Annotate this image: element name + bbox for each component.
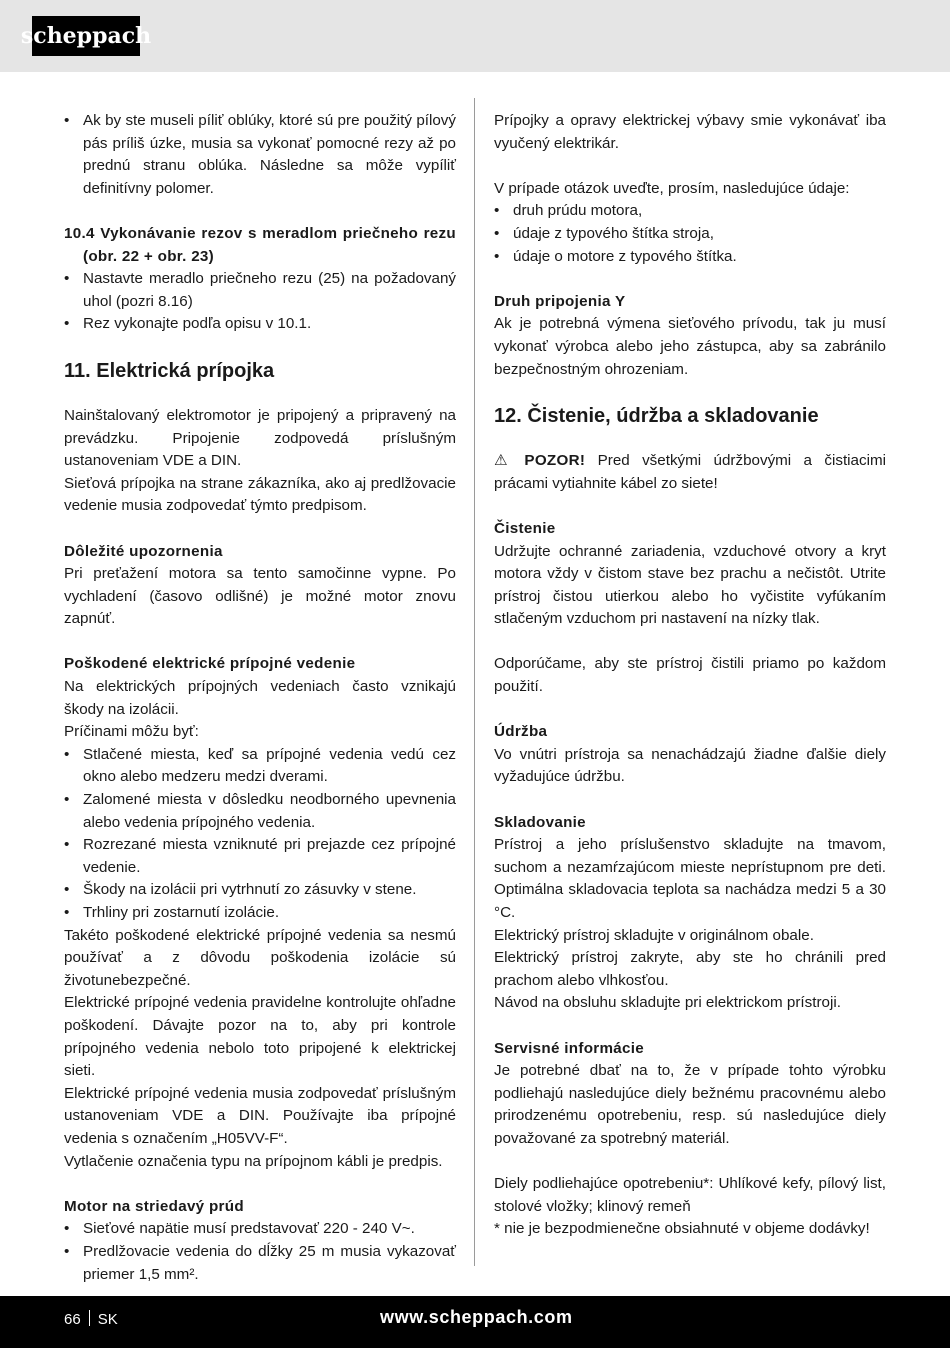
list-item: • Zalomené miesta v dôsledku neodborného upevnenia alebo vedenia prípojného vedenia. — [64, 789, 456, 834]
list-item: • Škody na izolácii pri vytrhnutí zo zásuvky v stene. — [64, 879, 456, 902]
section-10-4-list — [64, 268, 456, 336]
motor-list — [64, 1218, 456, 1286]
paragraph: Odporúčame, aby ste prístroj čistili priamo po každom použití. — [494, 655, 886, 696]
paragraph: Nainštalovaný elektromotor je pripojený a pripravený na prevádzku. Pripojenie zodpovedá príslušným ustanoveniam VDE a DIN. — [64, 406, 456, 470]
list-item: • Ak by ste museli píliť oblúky, ktoré sú pre použitý pílový pás príliš úzke, musia sa vykonať pomocné rezy až po prednú stranu oblúka. Následne sa môže vypíliť definitívny polomer. — [64, 110, 456, 200]
paragraph: Je potrebné dbať na to, že v prípade tohto výrobku podliehajú nasledujúce diely bežnému pracovnému alebo prirodzenému opotrebeniu, resp. sú nasledujúce diely považované za spotrebný materiál. — [494, 1062, 886, 1147]
list-item: • údaje o motore z typového štítka. — [494, 246, 886, 269]
left-column — [64, 110, 456, 1286]
paragraph: Príčinami môžu byť: — [64, 723, 199, 741]
list-item: • Stlačené miesta, keď sa prípojné vedenia vedú cez okno alebo medzeru medzi dverami. — [64, 744, 456, 789]
paragraph: Udržujte ochranné zariadenia, vzduchové otvory a kryt motora vždy v čistom stave bez prachu a nečistôt. Utrite prístroj čistou utierkou alebo ho vyčistite vyfúkaním stlačeným vzduchom pri nastavení na nízky tlak. — [494, 542, 886, 628]
paragraph: Návod na obsluhu skladujte pri elektrickom prístroji. — [494, 994, 841, 1012]
column-divider — [474, 98, 475, 1266]
list-item: • Rez vykonajte podľa opisu v 10.1. — [64, 313, 456, 336]
paragraph: Vytlačenie označenia typu na prípojnom kábli je predpis. — [64, 1152, 443, 1170]
important-heading: Dôležité upozornenia — [64, 542, 223, 560]
section-11-title: 11. Elektrická prípojka — [64, 359, 275, 382]
warning-text: Pred všetkými údržbovými a čistiacimi prácami vytiahnite kábel zo siete! — [494, 452, 886, 492]
paragraph: V prípade otázok uveďte, prosím, nasledujúce údaje: — [494, 179, 850, 197]
list-item: • Sieťové napätie musí predstavovať 220 - 240 V~. — [64, 1218, 456, 1241]
list-item: • údaje z typového štítka stroja, — [494, 223, 886, 246]
paragraph: Vo vnútri prístroja sa nenachádzajú žiadne ďalšie diely vyžadujúce údržbu. — [494, 745, 886, 786]
warning-label: POZOR! — [524, 452, 586, 470]
paragraph: Diely podliehajúce opotrebeniu*: Uhlíkové kefy, pílový list, stolové vložky; klinový remeň — [494, 1175, 886, 1215]
warning-paragraph — [494, 450, 886, 495]
info-list — [494, 200, 886, 268]
list-item: • Nastavte meradlo priečneho rezu (25) na požadovaný uhol (pozri 8.16) — [64, 268, 456, 313]
page-footer — [0, 1296, 950, 1348]
storage-heading: Skladovanie — [494, 813, 586, 831]
warning-icon: ⚠ — [494, 452, 508, 470]
paragraph: Prípojky a opravy elektrickej výbavy smie vykonávať iba vyučený elektrikár. — [494, 112, 886, 152]
cleaning-heading: Čistenie — [494, 519, 556, 537]
list-item: • Trhliny pri zostarnutí izolácie. — [64, 902, 456, 925]
maintenance-heading: Údržba — [494, 723, 548, 741]
paragraph: Elektrický prístroj zakryte, aby ste ho chránili pred prachom alebo vlhkosťou. — [494, 949, 886, 989]
paragraph: Takéto poškodené elektrické prípojné vedenia sa nesmú používať a z dôvodu poškodenia izolácie sú životunebezpečné. — [64, 926, 456, 989]
paragraph: Ak je potrebná výmena sieťového prívodu, tak ju musí vykonať výrobca alebo jeho zástupca, aby sa zabránilo bezpečnostným ohrozeniam. — [494, 315, 886, 378]
page-header — [0, 0, 950, 72]
paragraph: Prístroj a jeho príslušenstvo skladujte na tmavom, suchom a nezamŕzajúcom mieste neprístupnom pre deti. Optimálna skladovacia teplota sa nachádza medzi 5 a 30 °C. — [494, 836, 886, 921]
motor-heading: Motor na striedavý prúd — [64, 1197, 244, 1215]
paragraph: Na elektrických prípojných vedeniach často vznikajú škody na izolácii. — [64, 678, 456, 718]
list-item: • druh prúdu motora, — [494, 200, 886, 223]
connection-type-heading: Druh pripojenia Y — [494, 292, 626, 310]
list-item: • Predlžovacie vedenia do dĺžky 25 m musia vykazovať priemer 1,5 mm². — [64, 1241, 456, 1286]
paragraph: Elektrické prípojné vedenia pravidelne kontrolujte ohľadne poškodení. Dávajte pozor na to, aby pri kontrole prípojného vedenia nebolo toto pripojené k elektrickej sieti. — [64, 994, 456, 1080]
website-url: www.scheppach.com — [380, 1307, 573, 1327]
damaged-cable-heading: Poškodené elektrické prípojné vedenie — [64, 655, 356, 673]
section-10-4-heading: 10.4 Vykonávanie rezov s meradlom priečneho rezu (obr. 22 + obr. 23) — [64, 224, 456, 265]
right-column — [494, 110, 886, 1241]
scheppach-logo: scheppach — [32, 16, 140, 56]
damage-causes-list — [64, 744, 456, 925]
paragraph: Elektrický prístroj skladujte v originálnom obale. — [494, 926, 814, 944]
section-12-title: 12. Čistenie, údržba a skladovanie — [494, 405, 819, 428]
list-item: • Rozrezané miesta vzniknuté pri prejazde cez prípojné vedenie. — [64, 834, 456, 879]
language-code: SK — [97, 1311, 118, 1328]
page-number: 66 — [64, 1311, 81, 1328]
page-number-block — [64, 1310, 118, 1328]
paragraph: Pri preťažení motora sa tento samočinne vypne. Po vychladení (časovo odlišné) je možné motor znovu zapnúť. — [64, 565, 456, 628]
paragraph: Elektrické prípojné vedenia musia zodpovedať príslušným ustanoveniam VDE a DIN. Používajte iba prípojné vedenia s označením „H05VV-F“. — [64, 1084, 456, 1147]
separator — [89, 1310, 90, 1326]
footnote: * nie je bezpodmienečne obsiahnuté v objeme dodávky! — [494, 1220, 870, 1238]
paragraph: Sieťová prípojka na strane zákazníka, ako aj predlžovacie vedenie musia zodpovedať týmto predpisom. — [64, 474, 456, 515]
intro-list — [64, 110, 456, 200]
service-heading: Servisné informácie — [494, 1039, 645, 1057]
